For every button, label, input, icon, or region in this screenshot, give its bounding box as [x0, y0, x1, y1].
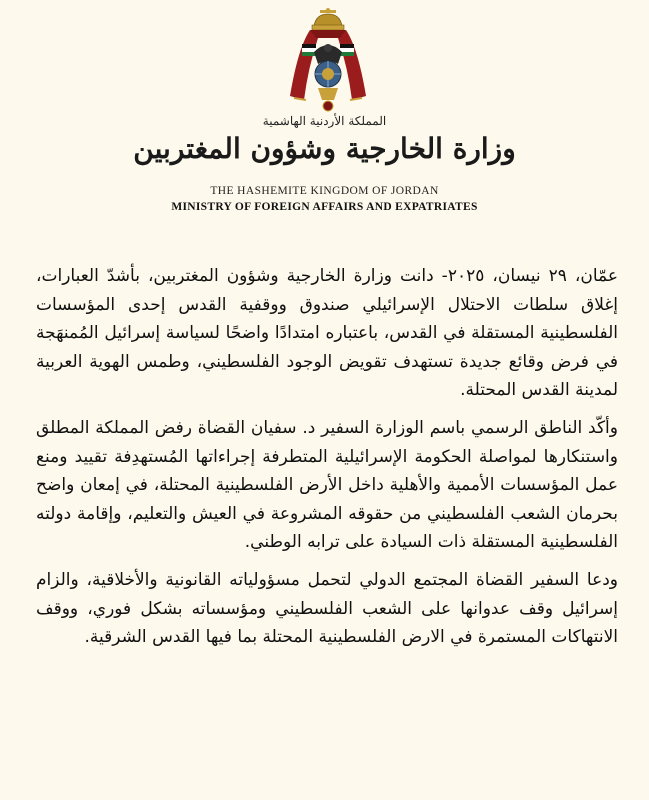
- crown-icon: [312, 8, 344, 30]
- jordan-coat-of-arms-icon: [280, 8, 376, 116]
- english-kingdom-name: THE HASHEMITE KINGDOM OF JORDAN: [210, 185, 439, 197]
- globe-icon: [315, 61, 341, 87]
- statement-paragraph: عمّان، ٢٩ نيسان، ٢٠٢٥- دانت وزارة الخارجية وشؤون المغتربين، بأشدّ العبارات، إغلاق سلطات الاحتلال الإسرائيلي صندوق ووقفية القدس إحدى المؤسسات الفلسطينية المستقلة في القدس، باعتباره امتدادًا واضحًا لسياسة إسرائيل المُمنهَجة في فرض وقائع جديدة تستهدف تقويض الوجود الفلسطيني، وطمس الهوية العربية لمدينة القدس المحتلة.: [36, 266, 618, 401]
- press-statement: [36, 262, 618, 661]
- statement-paragraph: ودعا السفير القضاة المجتمع الدولي لتحمل مسؤولياته القانونية والأخلاقية، والزام إسرائيل وقف عدوانها على الشعب الفلسطيني ومؤسساته بشكل فوري، ووقف الانتهاكات المستمرة في الارض الفلسطينية المحتلة بما فيها القدس الشرقية.: [36, 569, 618, 648]
- english-ministry-name: MINISTRY OF FOREIGN AFFAIRS AND EXPATRIATES: [171, 201, 478, 213]
- order-ribbon-icon: [318, 88, 338, 111]
- statement-paragraph: وأكّد الناطق الرسمي باسم الوزارة السفير د. سفيان القضاة رفض المملكة المطلق واستنكارها لمواصلة الحكومة الإسرائيلية المتطرفة إجراءاتها المُستهدِفة تقييد ومنع عمل المؤسسات الأممية والأهلية داخل الأرض الفلسطينية المحتلة، في إمعان واضح بحرمان الشعب الفلسطيني من حقوقه المشروعة في العيش والتعليم، وإقامة دولته الفلسطينية المستقلة ذات السيادة على ترابه الوطني.: [36, 417, 618, 553]
- arabic-ministry-name: وزارة الخارجية وشؤون المغتربين: [133, 132, 516, 165]
- letterhead: [0, 0, 649, 230]
- arabic-kingdom-name: المملكة الأردنية الهاشمية: [262, 114, 387, 128]
